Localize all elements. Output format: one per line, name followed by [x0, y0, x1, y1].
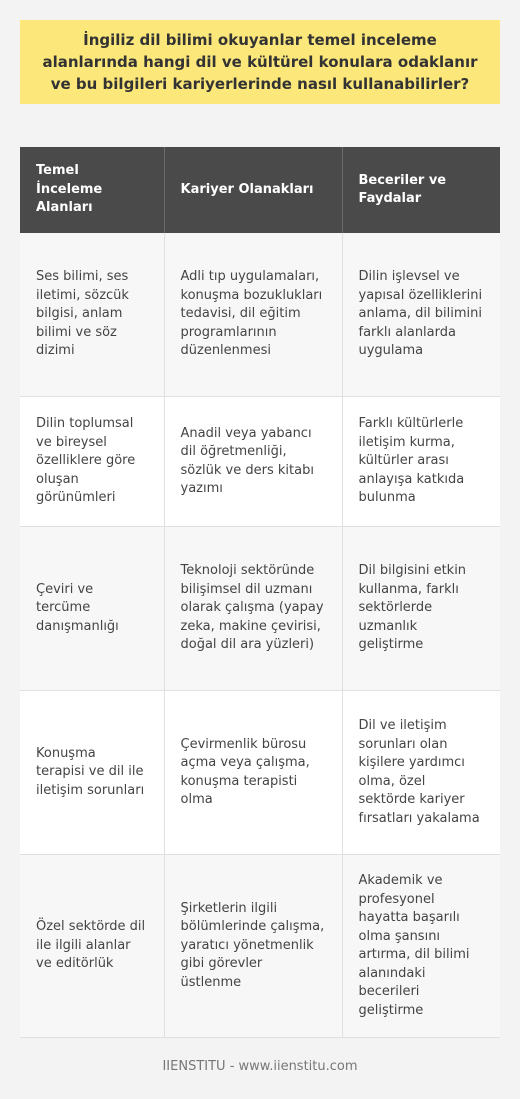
table-cell-skill: Dil bilgisini etkin kullanma, farklı sektörlerde uzmanlık geliştirme	[342, 527, 500, 691]
table-row	[20, 855, 500, 1038]
table-row	[20, 527, 500, 691]
table-row	[20, 233, 500, 397]
table-cell-area: Dilin toplumsal ve bireysel özelliklere göre oluşan görünümleri	[20, 397, 164, 527]
table-cell-area: Ses bilimi, ses iletimi, sözcük bilgisi, anlam bilimi ve söz dizimi	[20, 233, 164, 397]
table-header-row	[20, 147, 500, 233]
table-cell-skill: Dil ve iletişim sorunları olan kişilere yardımcı olma, özel sektörde kariyer fırsatları yakalama	[342, 691, 500, 855]
table-cell-skill: Dilin işlevsel ve yapısal özelliklerini anlama, dil bilimini farklı alanlarda uygulama	[342, 233, 500, 397]
column-header-areas: Temel İnceleme Alanları	[20, 147, 164, 233]
table-cell-career: Teknoloji sektöründe bilişimsel dil uzmanı olarak çalışma (yapay zeka, makine çevirisi, doğal dil ara yüzleri)	[164, 527, 342, 691]
table-cell-skill: Akademik ve profesyonel hayatta başarılı olma şansını artırma, dil bilimi alanındaki becerileri geliştirme	[342, 855, 500, 1038]
table-cell-skill: Farklı kültürlerle iletişim kurma, kültürler arası anlayışa katkıda bulunma	[342, 397, 500, 527]
footer-credit: IIENSTITU - www.iienstitu.com	[162, 1059, 358, 1074]
table-cell-career: Çevirmenlik bürosu açma veya çalışma, konuşma terapisti olma	[164, 691, 342, 855]
table-cell-area: Konuşma terapisi ve dil ile iletişim sorunları	[20, 691, 164, 855]
table-row	[20, 691, 500, 855]
page-title: İngiliz dil bilimi okuyanlar temel inceleme alanlarında hangi dil ve kültürel konulara odaklanır ve bu bilgileri kariyerlerinde nasıl kullanabilirler?	[42, 31, 478, 93]
table-cell-career: Anadil veya yabancı dil öğretmenliği, sözlük ve ders kitabı yazımı	[164, 397, 342, 527]
table-cell-area: Özel sektörde dil ile ilgili alanlar ve editörlük	[20, 855, 164, 1038]
table-row	[20, 397, 500, 527]
title-box	[20, 20, 500, 104]
column-header-skills: Beceriler ve Faydalar	[342, 147, 500, 233]
column-header-careers: Kariyer Olanakları	[164, 147, 342, 233]
info-table	[20, 147, 500, 1038]
table-cell-career: Adli tıp uygulamaları, konuşma bozuklukları tedavisi, dil eğitim programlarının düzenlenmesi	[164, 233, 342, 397]
table-cell-career: Şirketlerin ilgili bölümlerinde çalışma, yaratıcı yönetmenlik gibi görevler üstlenme	[164, 855, 342, 1038]
table-cell-area: Çeviri ve tercüme danışmanlığı	[20, 527, 164, 691]
